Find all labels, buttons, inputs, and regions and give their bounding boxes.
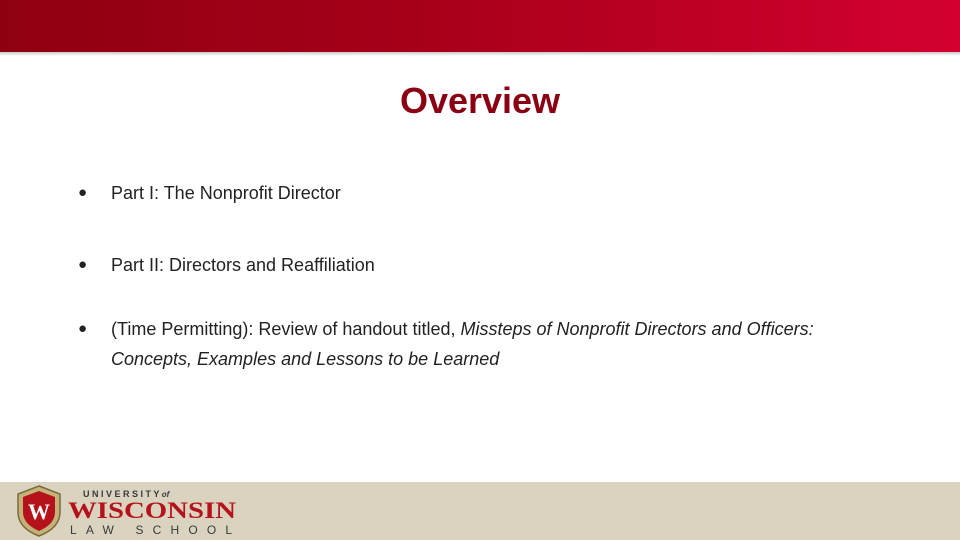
wordmark-university: U N I V E R S I T Y of [83, 489, 170, 499]
handout-title: Missteps of Nonprofit Directors and Officers: Concepts, Examples and Lessons to be Learned [111, 319, 814, 369]
bullet-text: Part II: Directors and Reaffiliation [111, 255, 375, 275]
law-school-wordmark [66, 484, 246, 538]
bullet-item [78, 250, 898, 280]
bullet-text [111, 314, 898, 374]
bullet-dot-icon: ● [78, 320, 88, 337]
bullet-text-prefix: (Time Permitting): Review of handout titled, [111, 319, 461, 339]
bullet-dot-icon: ● [78, 184, 88, 201]
top-header-band [0, 0, 960, 52]
bullet-dot-icon: ● [78, 256, 88, 273]
wordmark-wisconsin: WISCONSIN [68, 498, 237, 523]
uw-crest-icon [14, 484, 64, 538]
bullet-item [78, 314, 898, 374]
header-band-shadow [0, 52, 960, 56]
wordmark-law-school: LAW SCHOOL [70, 523, 232, 537]
bullet-item [78, 178, 898, 208]
slide-title: Overview [399, 80, 561, 121]
bullet-text: Part I: The Nonprofit Director [111, 183, 341, 203]
crest-letter: W [28, 499, 50, 524]
